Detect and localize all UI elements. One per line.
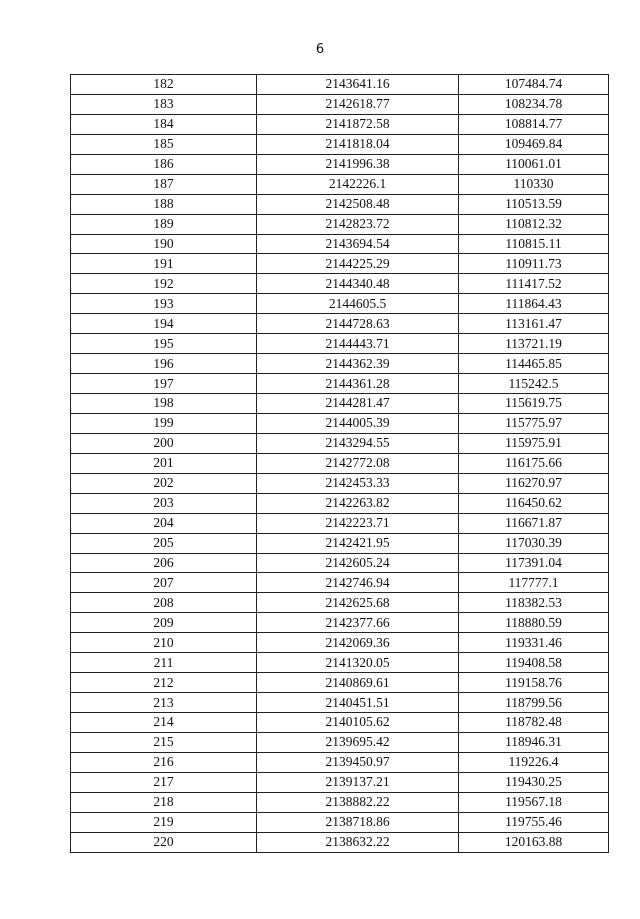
coordinates-table-body (71, 75, 609, 853)
point-number-cell: 192 (71, 274, 257, 294)
y-coordinate-cell: 119567.18 (459, 792, 609, 812)
table-row (71, 593, 609, 613)
table-row (71, 633, 609, 653)
y-coordinate-cell: 109469.84 (459, 134, 609, 154)
x-coordinate-cell: 2142377.66 (257, 613, 459, 633)
point-number-cell: 187 (71, 174, 257, 194)
table-row (71, 653, 609, 673)
point-number-cell: 193 (71, 294, 257, 314)
y-coordinate-cell: 111864.43 (459, 294, 609, 314)
point-number-cell: 219 (71, 812, 257, 832)
y-coordinate-cell: 116175.66 (459, 453, 609, 473)
y-coordinate-cell: 120163.88 (459, 832, 609, 852)
x-coordinate-cell: 2144281.47 (257, 394, 459, 414)
y-coordinate-cell: 114465.85 (459, 354, 609, 374)
y-coordinate-cell: 117391.04 (459, 553, 609, 573)
y-coordinate-cell: 115619.75 (459, 394, 609, 414)
point-number-cell: 200 (71, 433, 257, 453)
point-number-cell: 191 (71, 254, 257, 274)
table-row (71, 154, 609, 174)
y-coordinate-cell: 116450.62 (459, 493, 609, 513)
x-coordinate-cell: 2142618.77 (257, 94, 459, 114)
x-coordinate-cell: 2142421.95 (257, 533, 459, 553)
y-coordinate-cell: 108234.78 (459, 94, 609, 114)
table-row (71, 832, 609, 852)
x-coordinate-cell: 2142453.33 (257, 473, 459, 493)
table-row (71, 394, 609, 414)
point-number-cell: 185 (71, 134, 257, 154)
y-coordinate-cell: 118799.56 (459, 693, 609, 713)
y-coordinate-cell: 115775.97 (459, 413, 609, 433)
table-row (71, 812, 609, 832)
y-coordinate-cell: 113161.47 (459, 314, 609, 334)
y-coordinate-cell: 119158.76 (459, 673, 609, 693)
y-coordinate-cell: 116671.87 (459, 513, 609, 533)
y-coordinate-cell: 118382.53 (459, 593, 609, 613)
point-number-cell: 186 (71, 154, 257, 174)
table-row (71, 94, 609, 114)
point-number-cell: 182 (71, 75, 257, 95)
y-coordinate-cell: 119226.4 (459, 752, 609, 772)
x-coordinate-cell: 2140451.51 (257, 693, 459, 713)
table-row (71, 573, 609, 593)
point-number-cell: 213 (71, 693, 257, 713)
y-coordinate-cell: 111417.52 (459, 274, 609, 294)
table-row (71, 234, 609, 254)
table-row (71, 713, 609, 733)
x-coordinate-cell: 2141872.58 (257, 114, 459, 134)
y-coordinate-cell: 110812.32 (459, 214, 609, 234)
point-number-cell: 203 (71, 493, 257, 513)
y-coordinate-cell: 110513.59 (459, 194, 609, 214)
x-coordinate-cell: 2144005.39 (257, 413, 459, 433)
point-number-cell: 184 (71, 114, 257, 134)
y-coordinate-cell: 119408.58 (459, 653, 609, 673)
table-row (71, 693, 609, 713)
y-coordinate-cell: 116270.97 (459, 473, 609, 493)
point-number-cell: 183 (71, 94, 257, 114)
x-coordinate-cell: 2139137.21 (257, 772, 459, 792)
point-number-cell: 199 (71, 413, 257, 433)
y-coordinate-cell: 115242.5 (459, 374, 609, 394)
x-coordinate-cell: 2142823.72 (257, 214, 459, 234)
x-coordinate-cell: 2144443.71 (257, 334, 459, 354)
table-row (71, 513, 609, 533)
table-row (71, 453, 609, 473)
point-number-cell: 196 (71, 354, 257, 374)
x-coordinate-cell: 2142746.94 (257, 573, 459, 593)
point-number-cell: 194 (71, 314, 257, 334)
point-number-cell: 205 (71, 533, 257, 553)
point-number-cell: 215 (71, 732, 257, 752)
point-number-cell: 218 (71, 792, 257, 812)
x-coordinate-cell: 2138632.22 (257, 832, 459, 852)
table-row (71, 114, 609, 134)
point-number-cell: 212 (71, 673, 257, 693)
point-number-cell: 204 (71, 513, 257, 533)
x-coordinate-cell: 2144728.63 (257, 314, 459, 334)
page-number: 6 (315, 42, 325, 57)
x-coordinate-cell: 2144340.48 (257, 274, 459, 294)
table-row (71, 174, 609, 194)
x-coordinate-cell: 2142263.82 (257, 493, 459, 513)
table-row (71, 772, 609, 792)
y-coordinate-cell: 119430.25 (459, 772, 609, 792)
point-number-cell: 201 (71, 453, 257, 473)
table-row (71, 75, 609, 95)
x-coordinate-cell: 2143641.16 (257, 75, 459, 95)
point-number-cell: 210 (71, 633, 257, 653)
x-coordinate-cell: 2142223.71 (257, 513, 459, 533)
table-row (71, 254, 609, 274)
table-row (71, 413, 609, 433)
table-row (71, 673, 609, 693)
x-coordinate-cell: 2141818.04 (257, 134, 459, 154)
x-coordinate-cell: 2142508.48 (257, 194, 459, 214)
table-row (71, 493, 609, 513)
x-coordinate-cell: 2142226.1 (257, 174, 459, 194)
point-number-cell: 211 (71, 653, 257, 673)
point-number-cell: 214 (71, 713, 257, 733)
y-coordinate-cell: 119331.46 (459, 633, 609, 653)
point-number-cell: 189 (71, 214, 257, 234)
table-row (71, 374, 609, 394)
point-number-cell: 188 (71, 194, 257, 214)
x-coordinate-cell: 2144605.5 (257, 294, 459, 314)
point-number-cell: 206 (71, 553, 257, 573)
x-coordinate-cell: 2143294.55 (257, 433, 459, 453)
table-row (71, 334, 609, 354)
point-number-cell: 209 (71, 613, 257, 633)
y-coordinate-cell: 117030.39 (459, 533, 609, 553)
table-row (71, 194, 609, 214)
table-row (71, 314, 609, 334)
x-coordinate-cell: 2142605.24 (257, 553, 459, 573)
x-coordinate-cell: 2140105.62 (257, 713, 459, 733)
x-coordinate-cell: 2142625.68 (257, 593, 459, 613)
x-coordinate-cell: 2142772.08 (257, 453, 459, 473)
y-coordinate-cell: 110911.73 (459, 254, 609, 274)
table-row (71, 613, 609, 633)
point-number-cell: 217 (71, 772, 257, 792)
y-coordinate-cell: 108814.77 (459, 114, 609, 134)
table-row (71, 732, 609, 752)
point-number-cell: 190 (71, 234, 257, 254)
point-number-cell: 207 (71, 573, 257, 593)
y-coordinate-cell: 107484.74 (459, 75, 609, 95)
table-row (71, 473, 609, 493)
x-coordinate-cell: 2144225.29 (257, 254, 459, 274)
table-row (71, 134, 609, 154)
x-coordinate-cell: 2139450.97 (257, 752, 459, 772)
y-coordinate-cell: 110061.01 (459, 154, 609, 174)
point-number-cell: 216 (71, 752, 257, 772)
coordinates-table (70, 74, 609, 853)
x-coordinate-cell: 2140869.61 (257, 673, 459, 693)
table-row (71, 274, 609, 294)
x-coordinate-cell: 2144361.28 (257, 374, 459, 394)
table-row (71, 792, 609, 812)
y-coordinate-cell: 113721.19 (459, 334, 609, 354)
point-number-cell: 208 (71, 593, 257, 613)
table-row (71, 354, 609, 374)
point-number-cell: 195 (71, 334, 257, 354)
y-coordinate-cell: 118782.48 (459, 713, 609, 733)
table-row (71, 752, 609, 772)
y-coordinate-cell: 110330 (459, 174, 609, 194)
y-coordinate-cell: 119755.46 (459, 812, 609, 832)
point-number-cell: 197 (71, 374, 257, 394)
x-coordinate-cell: 2139695.42 (257, 732, 459, 752)
y-coordinate-cell: 118946.31 (459, 732, 609, 752)
y-coordinate-cell: 110815.11 (459, 234, 609, 254)
x-coordinate-cell: 2142069.36 (257, 633, 459, 653)
table-row (71, 214, 609, 234)
x-coordinate-cell: 2141320.05 (257, 653, 459, 673)
y-coordinate-cell: 117777.1 (459, 573, 609, 593)
table-row (71, 433, 609, 453)
y-coordinate-cell: 118880.59 (459, 613, 609, 633)
point-number-cell: 198 (71, 394, 257, 414)
point-number-cell: 220 (71, 832, 257, 852)
x-coordinate-cell: 2138718.86 (257, 812, 459, 832)
table-row (71, 553, 609, 573)
y-coordinate-cell: 115975.91 (459, 433, 609, 453)
table-row (71, 294, 609, 314)
x-coordinate-cell: 2144362.39 (257, 354, 459, 374)
x-coordinate-cell: 2143694.54 (257, 234, 459, 254)
table-row (71, 533, 609, 553)
x-coordinate-cell: 2141996.38 (257, 154, 459, 174)
x-coordinate-cell: 2138882.22 (257, 792, 459, 812)
point-number-cell: 202 (71, 473, 257, 493)
